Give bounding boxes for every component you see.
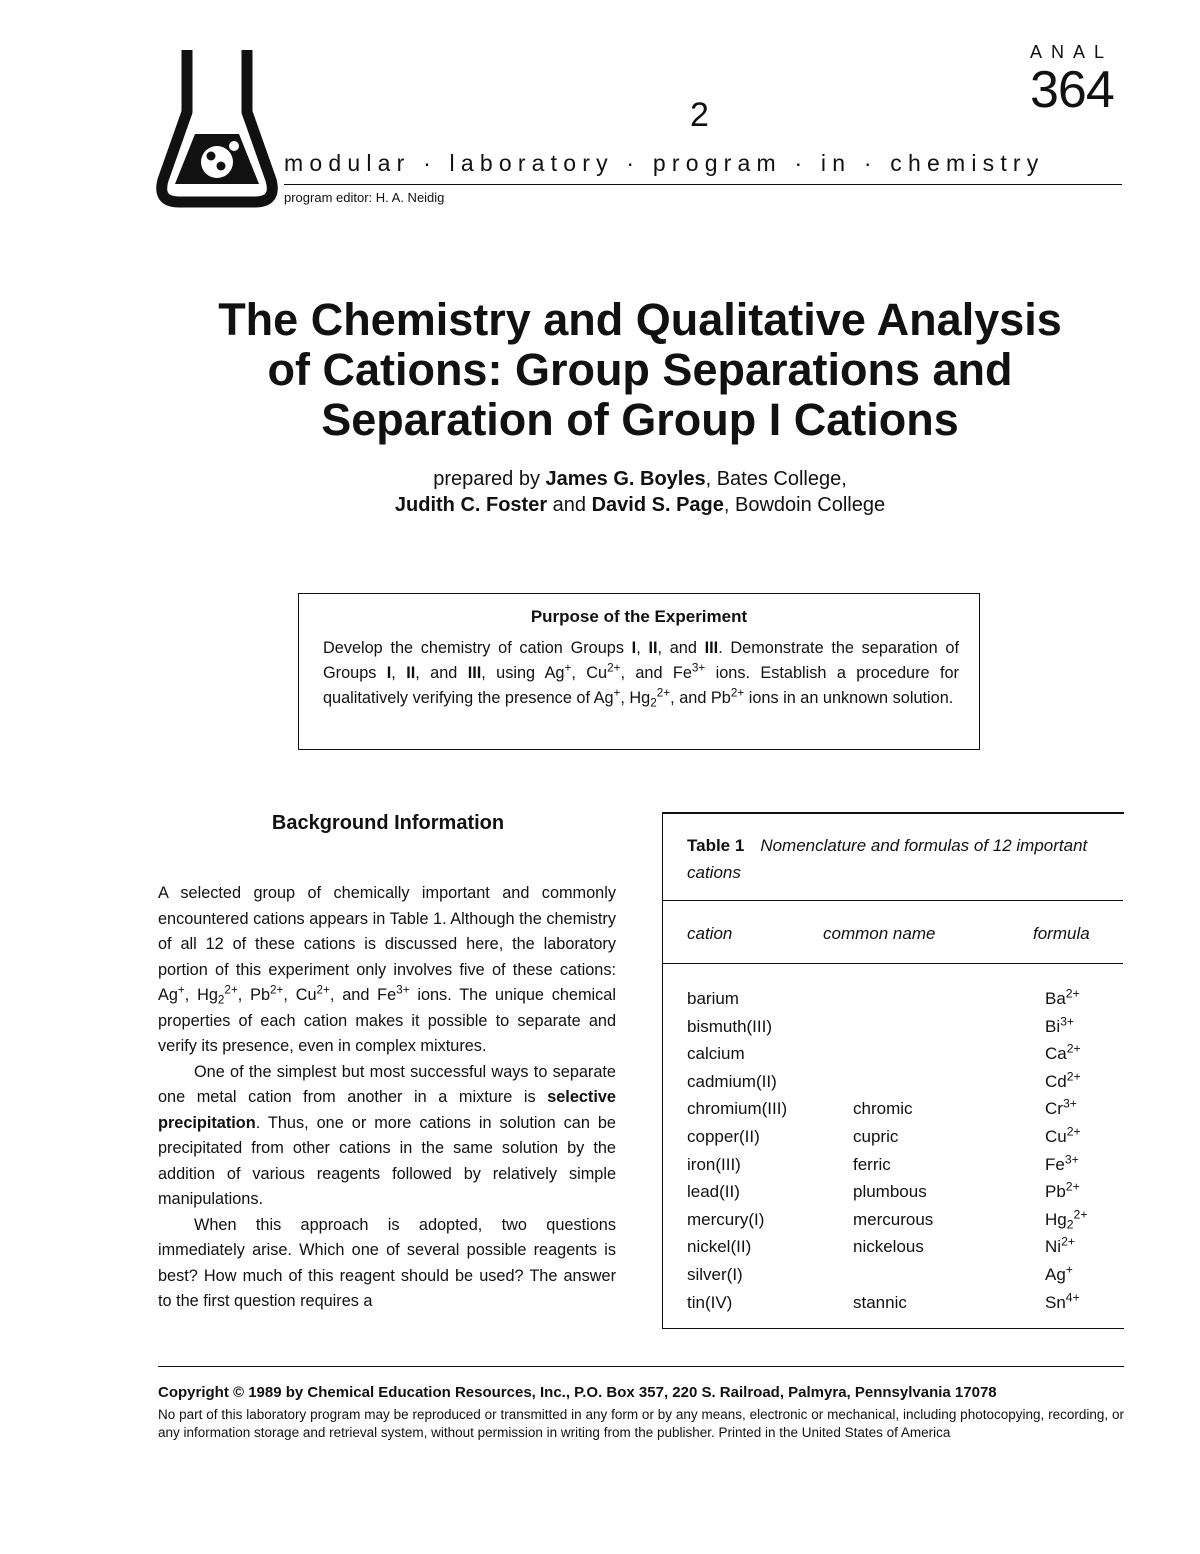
table-row [663, 1123, 1123, 1151]
copyright-notice: Copyright © 1989 by Chemical Education Resources, Inc., P.O. Box 357, 220 S. Railroad, Palmyra, Pennsylvania 17078 [158, 1384, 997, 1401]
formula-cell: $Cd^{2+}$ [1045, 1069, 1081, 1091]
table-row [663, 985, 1123, 1013]
common-name-cell: ferric [853, 1154, 891, 1174]
purpose-box [298, 593, 980, 750]
body-paragraph: One of the simplest but most successful ways to separate one metal cation from another in a mixture is selective precipitation. Thus, one or more cations in solution can be precipitated from other cations in the same solution by the addition of various reagents followed by relatively simple manipulations. [158, 1062, 616, 1208]
table-row [663, 1289, 1123, 1317]
common-name-cell: stannic [853, 1292, 907, 1312]
body-paragraph: When this approach is adopted, two questions immediately arise. Which one of several possible reagents is best? How much of this reagent should be used? The answer to the first question requires a [158, 1215, 616, 1310]
body-paragraph: A selected group of chemically important and commonly encountered cations appears in Table 1. Although the chemistry of all 12 of these cations is discussed here, the laboratory portion of this experiment only involves five of these cations: Ag+, $Hg_2^{2+}$, $Pb^{2+}$, $Cu^{2+}$, and $Fe^{3+}$ ions. The unique chemical properties of each cation makes it possible to separate and verify its presence, even in complex mixtures. [158, 884, 616, 1055]
document-title [150, 295, 1130, 445]
author-affiliation: , Bowdoin College [723, 494, 886, 516]
cation-cell: tin(IV) [687, 1292, 733, 1312]
table-header-cell: cation [687, 924, 733, 943]
series-code: ANAL [1030, 42, 1114, 62]
formula-cell: $Cu^{2+}$ [1045, 1124, 1081, 1146]
author-name: James G. Boyles [545, 468, 706, 490]
rights-notice: No part of this laboratory program may be reproduced or transmitted in any form or by any means, electronic or mechanical, including photocopying, recording, or any information storage and retrieval system, without permission in writing from the publisher. Printed in the United States of America [158, 1407, 1124, 1440]
cation-cell: cadmium(II) [687, 1071, 777, 1091]
table-caption [687, 832, 1097, 886]
title-line: The Chemistry and Qualitative Analysis [218, 294, 1062, 345]
table-header-cell: formula [1033, 924, 1090, 943]
purpose-text: Develop the chemistry of cation Groups I, II, and III. Demonstrate the separation of Groups I, II, and III, using Ag+, $Cu^{2+}$, and $Fe^{3+}$ ions. Establish a procedure for qualitatively verifying the presence of Ag+, $Hg_2^{2+}$, and $Pb^{2+}$ ions in an unknown solution. [323, 639, 959, 710]
common-name-cell: mercurous [853, 1209, 934, 1229]
table-rule [663, 900, 1123, 901]
cation-cell: lead(II) [687, 1182, 740, 1202]
author-affiliation: , Bates College, [705, 468, 847, 490]
series-number: 364 [1030, 61, 1114, 119]
table-rule [663, 963, 1123, 964]
cation-cell: bismuth(III) [687, 1016, 773, 1036]
table-label: Table 1 [687, 836, 745, 855]
authors-conjunction: and [547, 494, 592, 516]
issue-number: 2 [690, 96, 709, 134]
cation-cell: calcium [687, 1044, 745, 1064]
program-tagline: modular · laboratory · program · in · chemistry [284, 150, 1045, 176]
formula-cell: $Sn^{4+}$ [1045, 1289, 1080, 1312]
authors-block [150, 466, 1130, 518]
cation-cell: copper(II) [687, 1126, 760, 1146]
table-row [663, 1040, 1123, 1068]
footer-divider [158, 1366, 1124, 1367]
authors-prefix: prepared by [433, 468, 546, 490]
program-editor: program editor: H. A. Neidig [284, 190, 445, 205]
cation-cell: mercury(I) [687, 1209, 765, 1229]
formula-cell: Ag+ [1045, 1262, 1073, 1284]
table-header-cell: common name [823, 924, 936, 943]
common-name-cell: nickelous [853, 1237, 924, 1257]
common-name-cell: plumbous [853, 1182, 927, 1202]
author-name: Judith C. Foster [394, 494, 548, 516]
cation-cell: barium [687, 989, 739, 1008]
cation-cell: chromium(III) [687, 1099, 788, 1119]
table-body [663, 985, 1123, 1316]
formula-cell: $Bi^{3+}$ [1045, 1013, 1075, 1036]
formula-cell: $Pb^{2+}$ [1045, 1179, 1080, 1202]
purpose-title: Purpose of the Experiment [530, 607, 748, 626]
cation-cell: iron(III) [687, 1154, 741, 1174]
title-line: of Cations: Group Separations and [267, 344, 1013, 395]
common-name-cell: cupric [853, 1126, 899, 1146]
author-name: David S. Page [591, 494, 724, 516]
cation-cell: nickel(II) [687, 1237, 752, 1257]
table-row [663, 1206, 1123, 1234]
title-line: Separation of Group I Cations [321, 394, 959, 445]
table-row [663, 1233, 1123, 1261]
formula-cell: $Cr^{3+}$ [1045, 1096, 1077, 1119]
flask-logo-icon [155, 42, 280, 210]
formula-cell: $Hg_2^{2+}$ [1045, 1207, 1088, 1232]
common-name-cell: chromic [853, 1099, 913, 1119]
cation-cell: silver(I) [687, 1264, 743, 1284]
table-row [663, 1013, 1123, 1041]
table-caption-text: Nomenclature and formulas of 12 important cations [687, 836, 1088, 882]
background-text [158, 881, 616, 1315]
table-row [663, 1095, 1123, 1123]
header-divider [284, 184, 1122, 185]
formula-cell: $Fe^{3+}$ [1045, 1151, 1079, 1174]
cations-table [662, 812, 1124, 1329]
table-row [663, 1151, 1123, 1179]
table-row [663, 1261, 1123, 1289]
formula-cell: $Ni^{2+}$ [1045, 1234, 1076, 1257]
formula-cell: $Ba^{2+}$ [1045, 986, 1080, 1008]
background-heading: Background Information [271, 812, 505, 834]
table-row [663, 1068, 1123, 1096]
formula-cell: $Ca^{2+}$ [1045, 1041, 1081, 1064]
table-row [663, 1178, 1123, 1206]
